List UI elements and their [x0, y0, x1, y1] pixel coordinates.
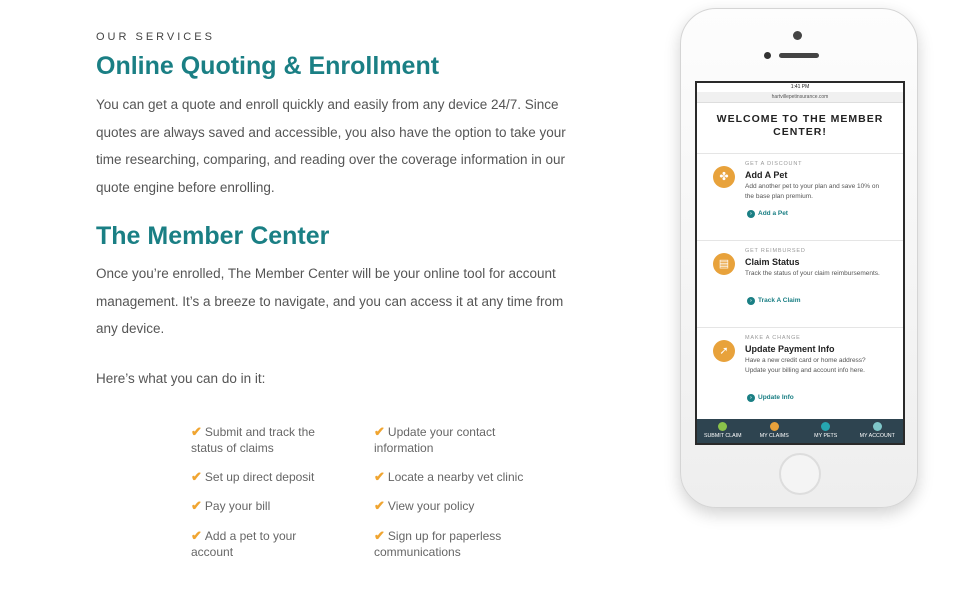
phone-tab-bar: [697, 419, 903, 443]
my-pets-icon: [821, 422, 830, 431]
member-center-intro: Here’s what you can do in it:: [96, 371, 266, 386]
submit-claim-icon: [718, 422, 727, 431]
add-pet-link[interactable]: › Add a Pet: [747, 210, 788, 218]
phone-speaker: [779, 53, 819, 58]
feature-item: ✔ Sign up for paperless communications: [374, 528, 502, 559]
feature-item: ✔ Pay your bill: [191, 498, 271, 513]
card-kicker: MAKE A CHANGE: [745, 335, 801, 341]
arrow-circle-icon: ›: [747, 210, 755, 218]
check-icon: ✔: [191, 498, 202, 513]
card-kicker: GET A DISCOUNT: [745, 161, 803, 167]
check-icon: ✔: [191, 528, 202, 543]
update-info-link[interactable]: › Update Info: [747, 394, 794, 402]
tab-my-pets[interactable]: MY PETS: [800, 419, 852, 443]
feature-item: ✔ Set up direct deposit: [191, 469, 315, 484]
eyebrow: OUR SERVICES: [96, 31, 215, 43]
my-account-icon: [873, 422, 882, 431]
check-icon: ✔: [191, 469, 202, 484]
quoting-body: You can get a quote and enroll quickly and easily from any device 24/7. Since quotes are always saved and accessible, you also have the option to take your time researching, comparing, and reading over the coverage information in our quote engine before enrolling.: [96, 97, 566, 195]
check-icon: ✔: [374, 424, 385, 439]
arrow-circle-icon: ›: [747, 394, 755, 402]
card-description: Track the status of your claim reimbursements.: [745, 270, 880, 277]
section-title-member-center: The Member Center: [96, 222, 330, 250]
tab-submit-claim[interactable]: SUBMIT CLAIM: [697, 419, 749, 443]
clipboard-icon: ▤: [713, 253, 735, 275]
card-add-pet: [697, 153, 903, 234]
check-icon: ✔: [374, 469, 385, 484]
section-title-quoting: Online Quoting & Enrollment: [96, 52, 440, 80]
paw-icon: ✤: [713, 166, 735, 188]
phone-sensor: [764, 52, 771, 59]
card-update-payment: [697, 327, 903, 408]
card-kicker: GET REIMBURSED: [745, 248, 806, 254]
member-center-body: Once you’re enrolled, The Member Center will be your online tool for account management. It’s a breeze to navigate, and you can access it at any time from any device.: [96, 266, 564, 336]
tab-my-claims[interactable]: MY CLAIMS: [749, 419, 801, 443]
arrow-circle-icon: ›: [747, 297, 755, 305]
feature-item: ✔ Add a pet to your account: [191, 528, 297, 559]
check-icon: ✔: [374, 498, 385, 513]
track-claim-link[interactable]: › Track A Claim: [747, 297, 801, 305]
card-title: Claim Status: [745, 257, 800, 267]
phone-url-bar: hartvillepetinsurance.com: [697, 92, 903, 103]
card-description: Have a new credit card or home address? Update your billing and account info here.: [745, 357, 866, 374]
my-claims-icon: [770, 422, 779, 431]
card-title: Add A Pet: [745, 170, 788, 180]
phone-camera: [793, 31, 802, 40]
feature-item: ✔ View your policy: [374, 498, 475, 513]
feature-item: ✔ Locate a nearby vet clinic: [374, 469, 524, 484]
feature-item: ✔ Submit and track the status of claims: [191, 424, 315, 455]
phone-status-bar: 1:41 PM: [790, 84, 810, 90]
tab-my-account[interactable]: MY ACCOUNT: [852, 419, 904, 443]
card-claim-status: [697, 240, 903, 321]
feature-item: ✔ Update your contact information: [374, 424, 496, 455]
check-icon: ✔: [191, 424, 202, 439]
phone-mockup: [680, 8, 918, 508]
cursor-icon: ➚: [713, 340, 735, 362]
check-icon: ✔: [374, 528, 385, 543]
card-description: Add another pet to your plan and save 10% on the base plan premium.: [745, 183, 880, 200]
card-title: Update Payment Info: [745, 344, 835, 354]
welcome-heading: WELCOME TO THE MEMBER CENTER!: [716, 113, 884, 138]
phone-home-button: [779, 453, 821, 495]
phone-screen: [695, 81, 905, 445]
